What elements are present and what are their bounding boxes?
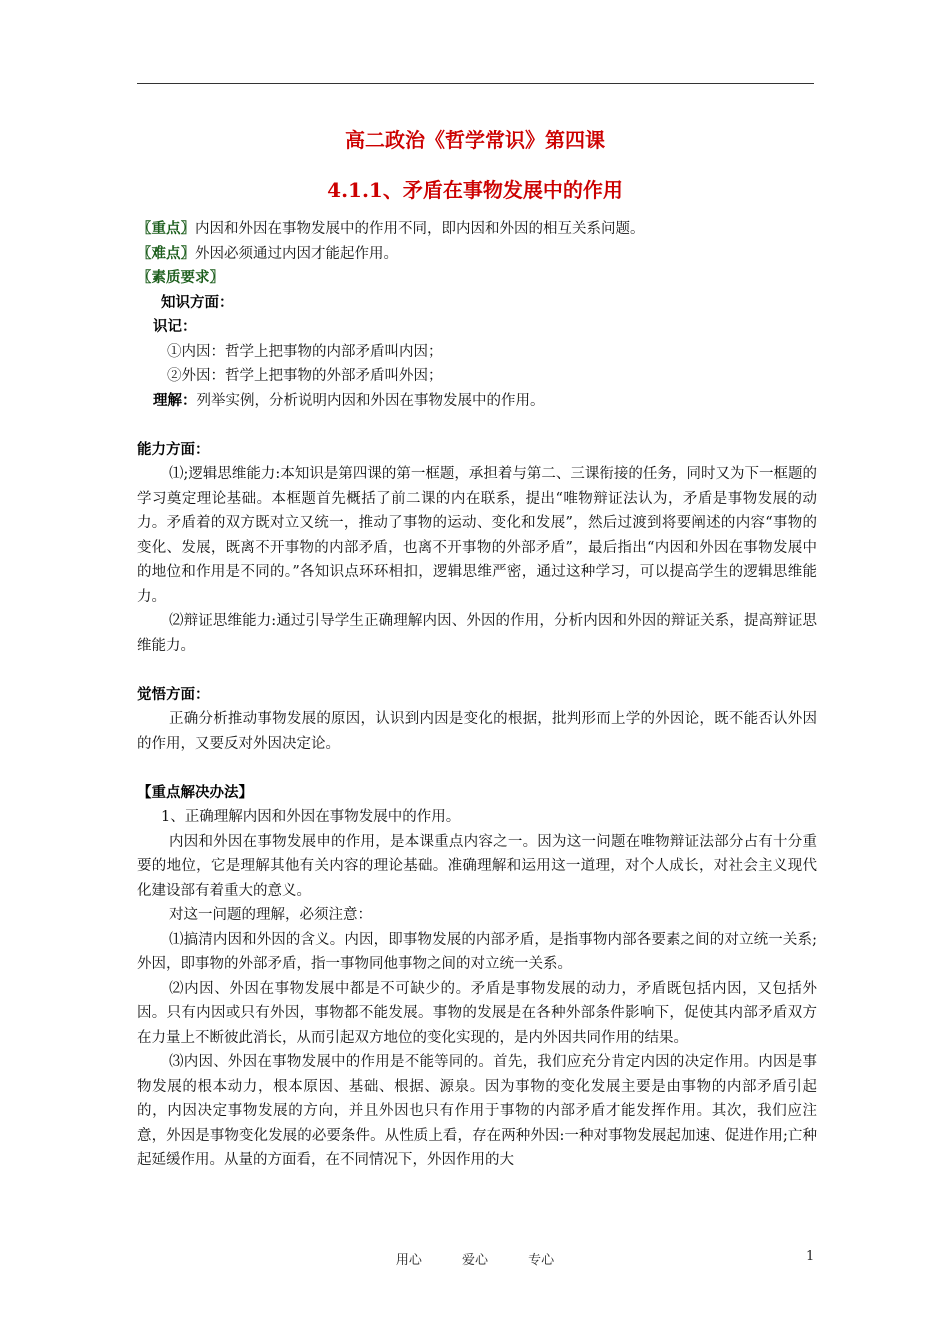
- solution-para-5: ⑶内因、外因在事物发展中的作用是不能等同的。首先，我们应充分肯定内因的决定作用。内因是事物发展的根本动力，根本原因、基础、根据、源泉。因为事物的变化发展主要是由事物的内部矛盾引起的，内因决定事物发展的方向，并且外因也只有作用于事物的内部矛盾才能发挥作用。其次，我们应注意，外因是事物变化发展的必要条件。从性质上看，存在两种外因:一种对事物发展起加速、促进作用;亡种起延缓作用。从量的方面看，在不同情况下，外因作用的大: [137, 1054, 817, 1168]
- solution-para-4: ⑵内因、外因在事物发展中都是不可缺少的。矛盾是事物发展的动力，矛盾既包括内因，又包括外因。只有内因或只有外因，事物都不能发展。事物的发展是在各种外部条件影响下，促使其内部矛盾双方在力量上不断彼此消长，从而引起双方地位的变化实现的，是内外因共同作用的结果。: [137, 980, 817, 1046]
- spacer: [137, 658, 817, 683]
- spacer: [137, 413, 817, 438]
- page-title: 高二政治《哲学常识》第四课: [345, 128, 605, 152]
- footer-word-2: 爱心: [461, 1253, 488, 1268]
- awareness-heading: 觉悟方面：: [137, 685, 210, 703]
- ability-para-2: ⑵辩证思维能力:通过引导学生正确理解内因、外因的作用，分析内因和外因的辩证关系，提高辩证思维能力。: [137, 613, 817, 654]
- spacer: [137, 756, 817, 781]
- solution-heading: 【重点解决办法】: [137, 783, 253, 801]
- header-rule: [137, 83, 814, 84]
- footer-word-3: 专心: [528, 1253, 555, 1268]
- memorize-label: 识记：: [153, 318, 197, 335]
- ability-para-1: ⑴;逻辑思维能力:本知识是第四课的第一框题，承担着与第二、三课衔接的任务，同时又为下一框题的学习奠定理论基础。本框题首先概括了前二课的内在联系，提出“唯物辩证法认为，矛盾是事物发展的动力。矛盾着的双方既对立又统一，推动了事物的运动、变化和发展”，然后过渡到将要阐述的内容“事物的变化、发展，既离不开事物的内部矛盾，也离不开事物的外部矛盾”，最后指出“内因和外因在事物发展中的地位和作用是不同的。”各知识点环环相扣，逻辑思维严密，通过这种学习，可以提高学生的逻辑思维能力。: [137, 466, 817, 605]
- quality-req-line: [137, 266, 817, 291]
- knowledge-item-2: ②外因：哲学上把事物的外部矛盾叫外因；: [167, 368, 443, 384]
- knowledge-heading: 知识方面：: [161, 293, 234, 311]
- knowledge-item-1: ①内因：哲学上把事物的内部矛盾叫内因；: [167, 343, 443, 360]
- key-point-text: 内因和外因在事物发展中的作用不同，即内因和外因的相互关系问题。: [195, 221, 645, 237]
- quality-req-label: 〖素质要求〗: [137, 269, 224, 286]
- difficulty-line: [137, 242, 817, 267]
- key-point-label: 〖重点〗: [137, 220, 195, 237]
- solution-para-1: 内因和外因在事物发展申的作用，是本课重点内容之一。因为这一问题在唯物辩证法部分占有十分重要的地位，它是理解其他有关内容的理论基础。准确理解和运用这一道理，对个人成长，对社会主义现代化建设部有着重大的意义。: [137, 833, 817, 899]
- difficulty-label: 〖难点〗: [137, 244, 195, 262]
- awareness-para: 正确分析推动事物发展的原因，认识到内因是变化的根据，批判形而上学的外因论，既不能否认外因的作用，又要反对外因决定论。: [137, 711, 817, 752]
- key-point-line: [137, 217, 817, 242]
- understand-text: 列举实例，分析说明内因和外因在事物发展中的作用。: [196, 392, 545, 409]
- page-subtitle: 4.1.1、矛盾在事物发展中的作用: [327, 178, 623, 202]
- difficulty-text: 外因必须通过内因才能起作用。: [195, 245, 398, 262]
- ability-heading: 能力方面：: [137, 440, 210, 458]
- solution-para-2: 对这一问题的理解，必须注意：: [169, 907, 372, 923]
- solution-item-1: 1、正确理解内因和外因在事物发展中的作用。: [161, 809, 461, 825]
- page-number: 1: [806, 1249, 815, 1264]
- footer-word-1: 用心: [395, 1253, 422, 1268]
- solution-para-3: ⑴搞清内因和外因的含义。内因，即事物发展的内部矛盾，是指事物内部各要素之间的对立统一关系;外因，即事物的外部矛盾，指一事物同他事物之间的对立统一关系。: [137, 931, 817, 972]
- document-body: [137, 217, 817, 1173]
- understand-label: 理解：: [153, 391, 197, 409]
- understand-line: [137, 389, 817, 414]
